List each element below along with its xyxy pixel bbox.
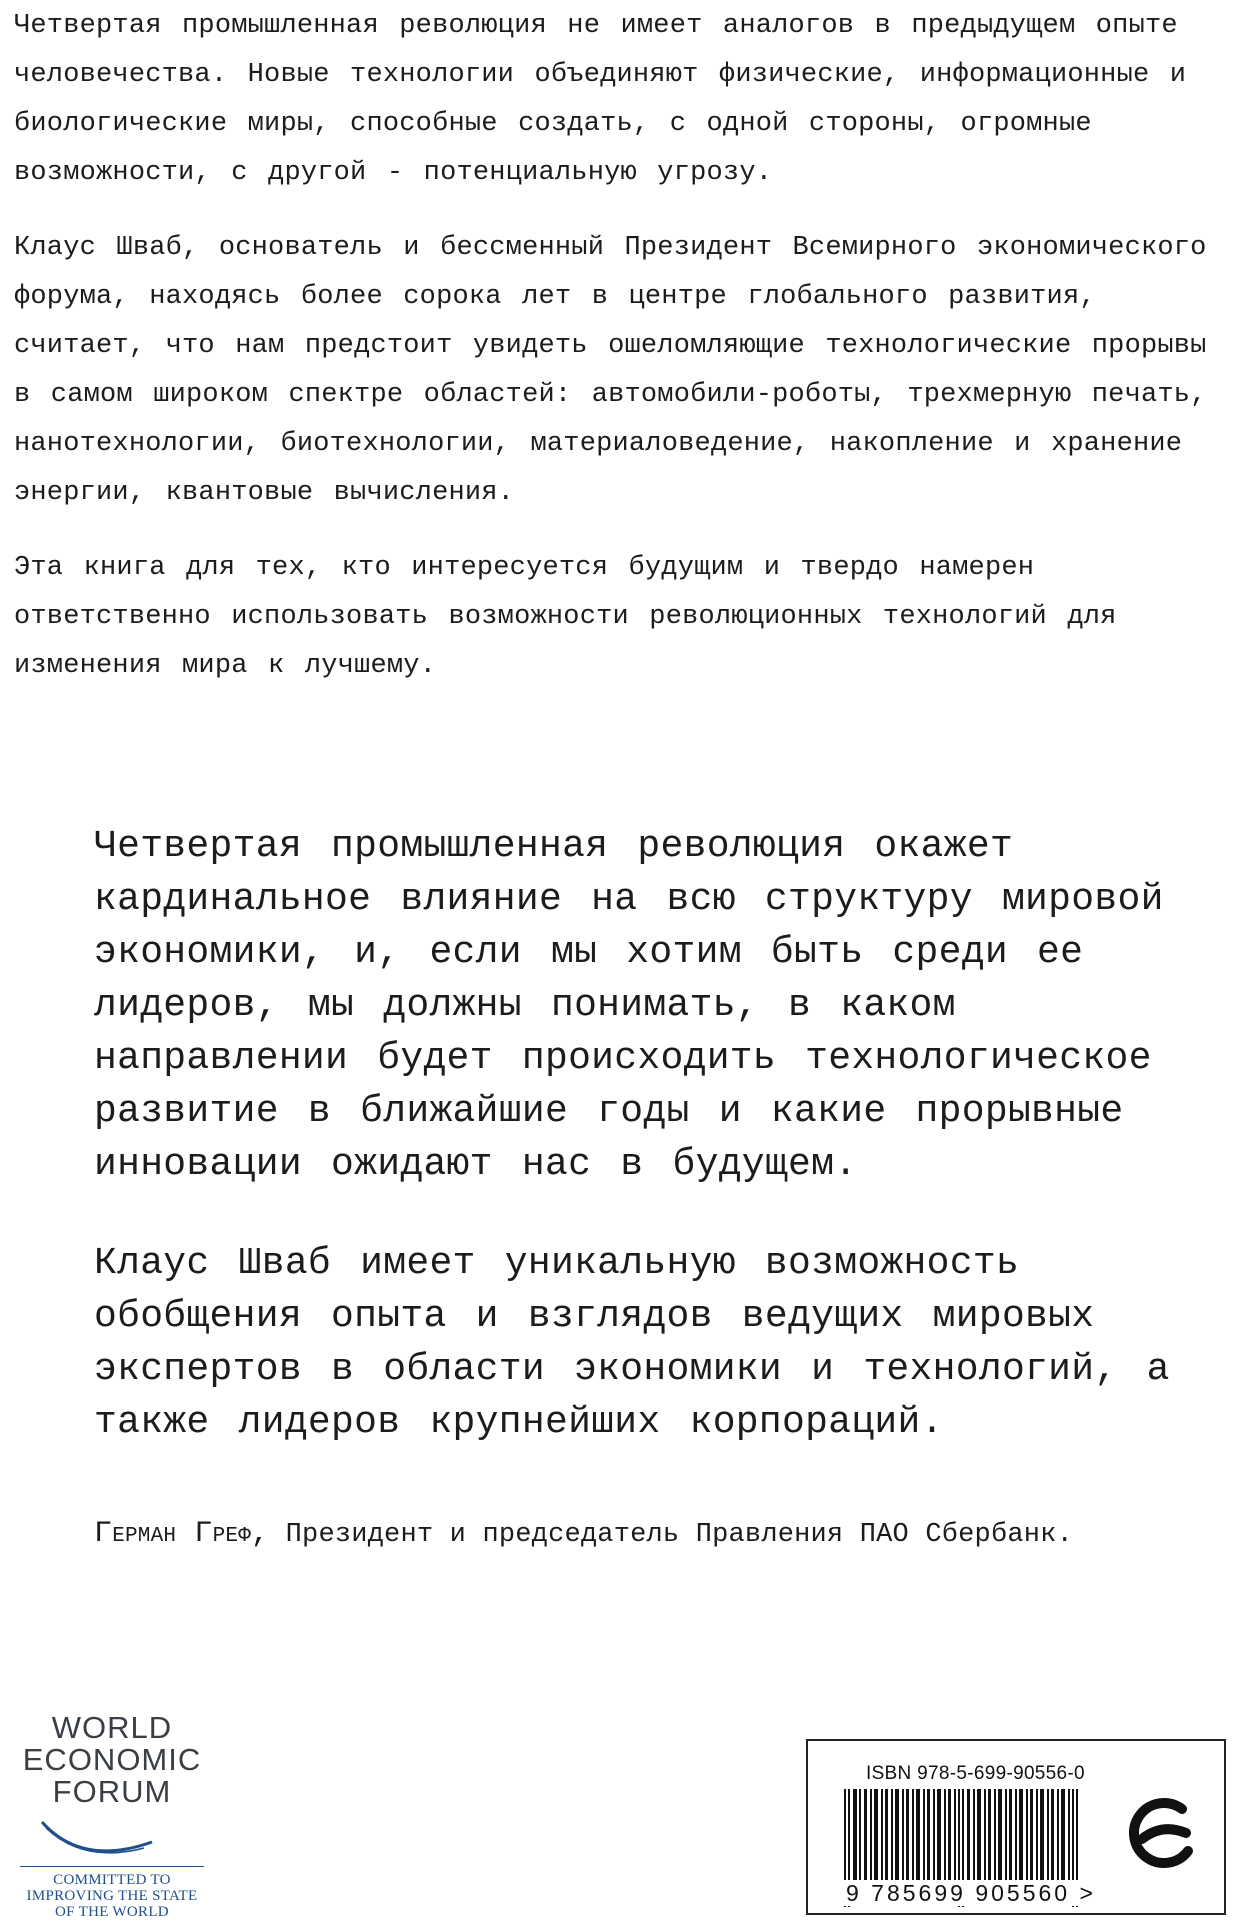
endorsement-quote (94, 820, 1214, 1495)
wef-word-3: FORUM (52, 1774, 172, 1809)
wef-divider (20, 1866, 204, 1867)
quote-paragraph-2: Клаус Шваб имеет уникальную возможность обобщения опыта и взглядов ведущих мировых экспертов в области экономики и технологий, а также лидеров крупнейших корпораций. (94, 1242, 1170, 1444)
barcode-digits: 9 785699 905560 > (846, 1880, 1096, 1906)
intro-paragraph-3: Эта книга для тех, кто интересуется будущим и твердо намерен ответственно использовать возможности революционных технологий для изменения мира к лучшему. (14, 553, 1117, 681)
eksmo-e-icon (1126, 1793, 1202, 1879)
isbn-barcode-box (806, 1739, 1226, 1915)
wef-word-1: WORLD (51, 1710, 173, 1745)
isbn-label: ISBN 978-5-699-90556-0 (866, 1763, 1085, 1784)
wef-word-2: ECONOMIC (22, 1742, 202, 1777)
quote-attribution (94, 1512, 1214, 1557)
wef-tagline-1: COMMITTED TO (53, 1872, 171, 1888)
wef-tagline-2: IMPROVING THE STATE (26, 1888, 198, 1904)
quote-author: Герман Греф, (94, 1517, 270, 1551)
quote-paragraph-1: Четвертая промышленная революция окажет кардинальное влияние на всю структуру мировой экономики, и, если мы хотим быть среди ее лидеров, мы должны понимать, в каком направлении будет происходить технологическое развитие в ближайшие годы и какие прорывные инновации ожидают нас в будущем. (94, 825, 1164, 1186)
wef-tagline (12, 1872, 212, 1920)
intro-paragraph-2: Клаус Шваб, основатель и бессменный Президент Всемирного экономического форума, находясь более сорока лет в центре глобального развития, считает, что нам предстоит увидеть ошеломляющие технологические прорывы в самом широком спектре областей: автомобили-роботы, трехмерную печать, нанотехнологии, биотехнологии, материаловедение, накопление и хранение энергии, квантовые вычисления. (14, 233, 1207, 508)
intro-paragraph-1: Четвертая промышленная революция не имеет аналогов в предыдущем опыте человечества. Новые технологии объединяют физические, информационные и биологические миры, способные создать, с одной стороны, огромные возможности, с другой - потенциальную угрозу. (14, 11, 1187, 188)
quote-author-title: Президент и председатель Правления ПАО Сбербанк. (285, 1520, 1073, 1550)
wef-tagline-3: OF THE WORLD (55, 1904, 169, 1920)
intro-text (14, 2, 1229, 717)
world-economic-forum-logo (12, 1712, 212, 1922)
